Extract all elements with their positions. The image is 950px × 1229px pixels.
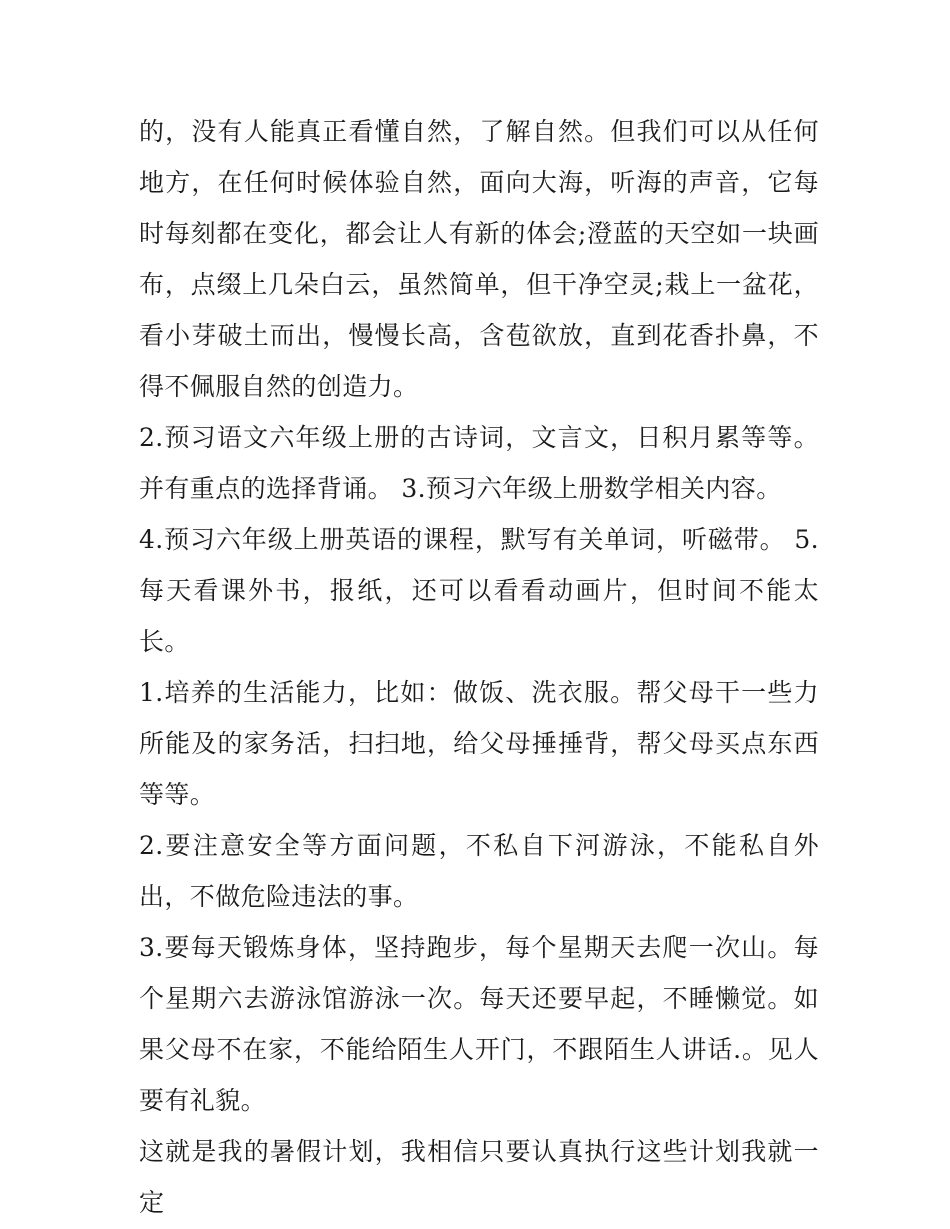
paragraph-conclusion: 这就是我的暑假计划，我相信只要认真执行这些计划我就一定 — [139, 1137, 819, 1217]
paragraph-english-reading: 4.预习六年级上册英语的课程，默写有关单词，听磁带。 5.每天看课外书，报纸，还可以看看动画片，但时间不能太长。 — [139, 525, 819, 656]
paragraph-life-skills: 1.培养的生活能力，比如：做饭、洗衣服。帮父母干一些力所能及的家务活，扫扫地，给父母捶捶背，帮父母买点东西等等。 — [139, 678, 819, 809]
paragraph-nature: 的，没有人能真正看懂自然，了解自然。但我们可以从任何地方，在任何时候体验自然，面向大海，听海的声音，它每时每刻都在变化，都会让人有新的体会;澄蓝的天空如一块画布，点缀上几朵白云，虽然简单，但干净空灵;栽上一盆花，看小芽破土而出，慢慢长高，含苞欲放，直到花香扑鼻，不得不佩服自然的创造力。 — [139, 117, 819, 401]
paragraph-chinese-math: 2.预习语文六年级上册的古诗词，文言文，日积月累等等。并有重点的选择背诵。 3.预习六年级上册数学相关内容。 — [139, 423, 819, 503]
paragraph-safety: 2.要注意安全等方面问题，不私自下河游泳，不能私自外出，不做危险违法的事。 — [139, 831, 819, 911]
document-body — [139, 106, 819, 1228]
paragraph-exercise: 3.要每天锻炼身体，坚持跑步，每个星期天去爬一次山。每个星期六去游泳馆游泳一次。每天还要早起，不睡懒觉。如果父母不在家，不能给陌生人开门，不跟陌生人讲话.。见人要有礼貌。 — [139, 933, 819, 1115]
